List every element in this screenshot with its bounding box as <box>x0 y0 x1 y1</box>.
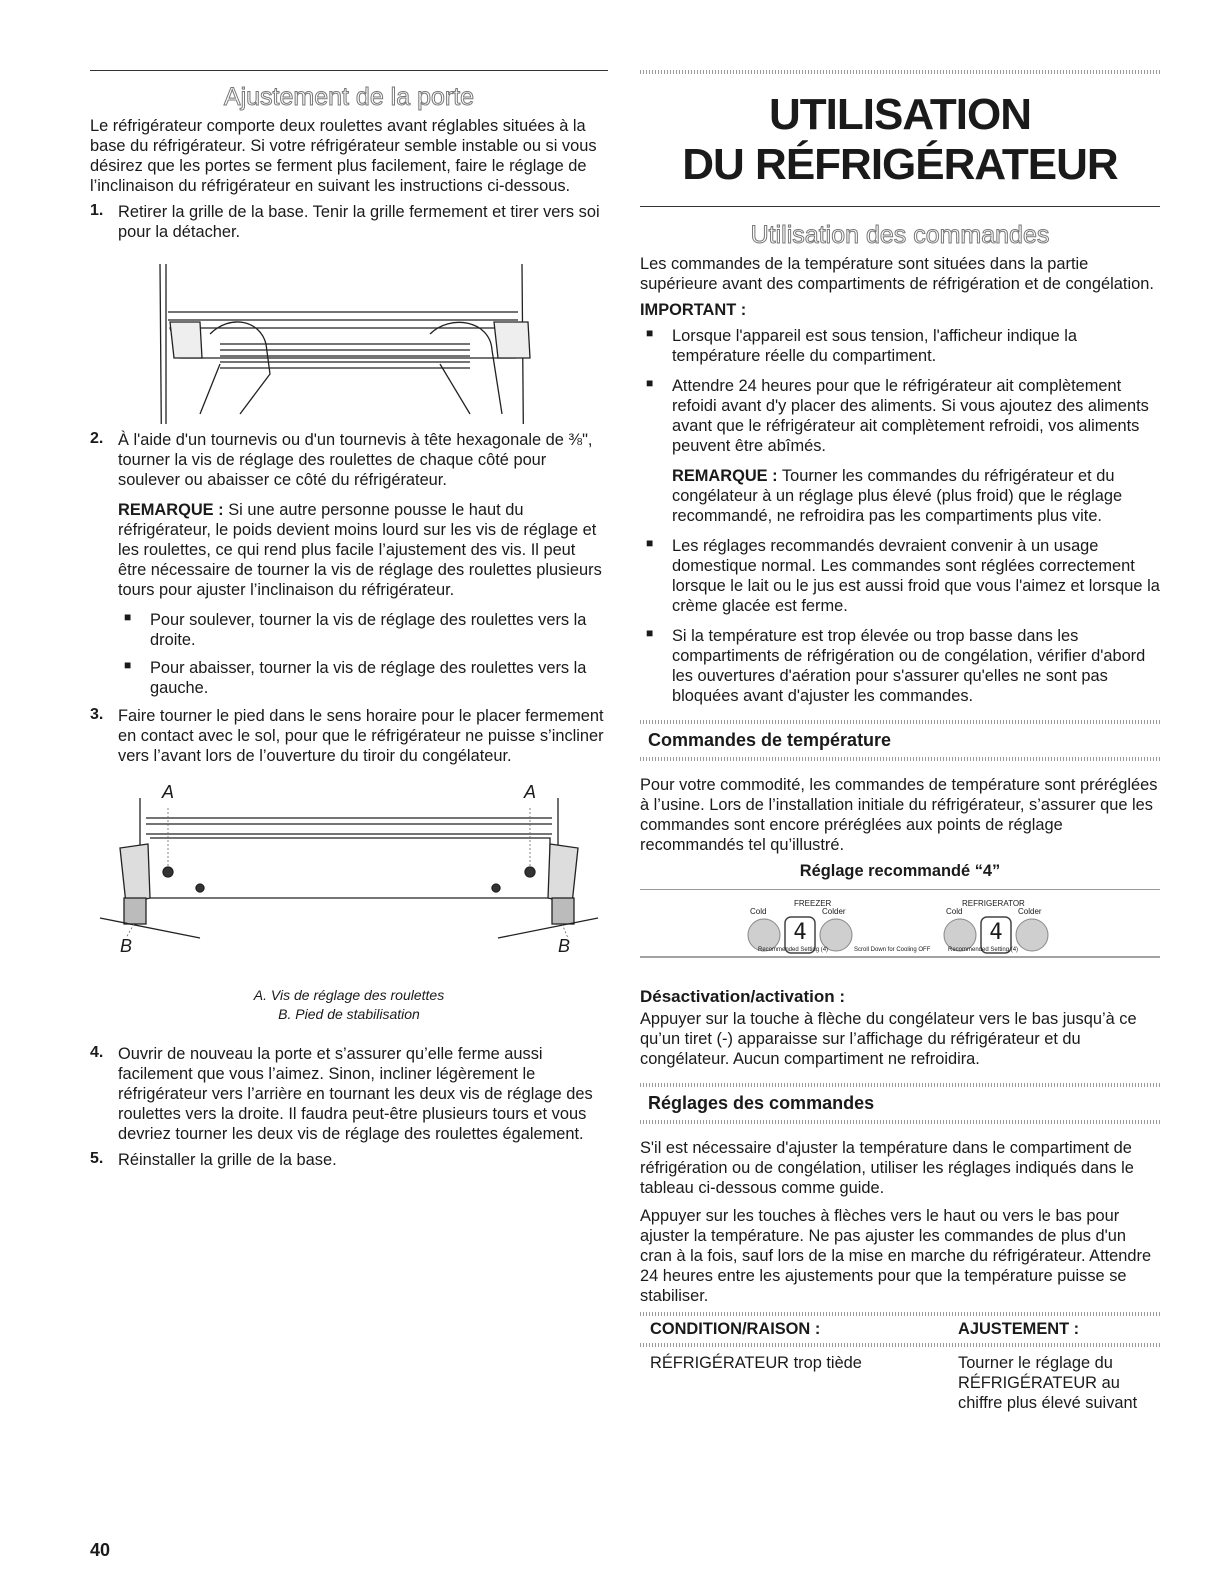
remarque-label: REMARQUE : <box>672 467 778 485</box>
step-number: 1. <box>90 202 104 219</box>
leveling-feet-illustration <box>90 782 608 958</box>
section-paragraph: Pour votre commodité, les commandes de température sont préréglées à l’usine. Lors de l’installation initiale du réfrigérateur, s’assurer que les commandes sont encore préréglées aux points de réglage recommandés tel qu’illustré. <box>640 776 1158 854</box>
reglage-title: Réglage recommandé “4” <box>799 862 1001 880</box>
label-a-right: A <box>524 782 537 802</box>
bullet-text: Attendre 24 heures pour que le réfrigérateur ait complètement refoidi avant d'y placer des aliments. Si vous ajoutez des aliments avant que le réfrigérateur ait complètement refroidi, vos aliments peuvent être abîmés. <box>672 377 1149 455</box>
step-text: À l'aide d'un tournevis ou d'un tournevis à tête hexagonale de ⅜", tourner la vis de réglage des roulettes de chaque côté pour soulever ou abaisser ce côté du réfrigérateur. <box>118 431 593 489</box>
bullet-text: Les réglages recommandés devraient convenir à un usage domestique normal. Les commandes sont réglées correctement lorsque le lait ou le jus est aussi froid que vous l'aimez et lorsque la crème glacée est ferme. <box>672 537 1160 615</box>
step-1 <box>90 202 608 242</box>
page-number: 40 <box>90 1540 111 1560</box>
label-b-right: B <box>558 936 571 956</box>
top-rule <box>90 70 608 71</box>
step-4 <box>90 1044 608 1144</box>
deactivation-text: Appuyer sur la touche à flèche du congélateur vers le bas jusqu’à ce qu’un tiret (-) apparaisse sur l’affichage du réfrigérateur et du congélateur. Aucun compartiment ne refroidira. <box>640 1010 1137 1068</box>
right-column <box>640 70 1160 1413</box>
bullet-item: ■ Pour abaisser, tourner la vis de réglage des roulettes vers la gauche. <box>118 658 608 698</box>
step-text: Réinstaller la grille de la base. <box>118 1151 337 1169</box>
step-text: Faire tourner le pied dans le sens horaire pour le placer fermement en contact avec le sol, pour que le réfrigérateur ne puisse s’incliner vers l’avant lors de l’ouverture du tiroir du congélateur. <box>118 707 604 765</box>
page-title-line1: UTILISATION <box>769 90 1031 139</box>
step-text: Ouvrir de nouveau la porte et s’assurer qu’elle ferme aussi facilement que vous l’aimez. Sinon, incliner légèrement le réfrigérateur vers l’arrière en tournant les deux vis de réglage des roulettes vers la droite. Il faudra peut-être plusieurs tours et vous devriez tourner les deux vis de réglage des roulettes également. <box>118 1045 593 1143</box>
remarque-label: REMARQUE : <box>118 501 224 519</box>
figure-caption <box>90 986 608 1024</box>
recommended-setting-right: Recommended Setting (4) <box>948 947 1019 953</box>
base-grille-illustration <box>90 254 608 424</box>
bullet-item: ■ Si la température est trop élevée ou trop basse dans les compartiments de réfrigération ou de congélation, vérifier d'abord les ouvertures d'aération pour s'assurer qu'elles ne sont pas bloquées avant d'ajuster les commandes. <box>640 626 1160 706</box>
bullet-text: Pour soulever, tourner la vis de réglage des roulettes vers la droite. <box>150 611 587 649</box>
scroll-down-note: Scroll Down for Cooling OFF <box>854 947 931 953</box>
freezer-colder: Colder <box>822 907 846 916</box>
refrigerator-up-button <box>1016 919 1048 951</box>
left-column <box>90 70 608 1170</box>
remarque-paragraph <box>118 500 608 600</box>
label-b-left: B <box>120 936 133 956</box>
step-number: 5. <box>90 1150 104 1167</box>
remarque-paragraph <box>672 466 1160 526</box>
freezer-label: FREEZER <box>794 899 832 908</box>
section-hatch-rule <box>640 757 1160 761</box>
table-col-condition: CONDITION/RAISON : <box>650 1320 821 1338</box>
table-cell-condition: RÉFRIGÉRATEUR trop tiède <box>650 1354 862 1372</box>
table-col-adjust: AJUSTEMENT : <box>958 1320 1080 1338</box>
section-paragraph: Appuyer sur les touches à flèches vers le haut ou vers le bas pour ajuster la température. Ne pas ajuster les commandes de plus d'un cran à la fois, sauf lors de la mise en marche du réfrigérateur. Attendre 24 heures entre les ajustements pour que la température puisse se stabiliser. <box>640 1207 1152 1305</box>
freezer-cold: Cold <box>750 907 767 916</box>
caption-b: B. Pied de stabilisation <box>278 1006 420 1022</box>
remarque-text: Si une autre personne pousse le haut du réfrigérateur, le poids devient moins lourd sur les vis de réglage et les roulettes, ce qui rend plus facile l’ajustement des vis. Il peut être nécessaire de tourner la vis de réglage des roulettes plusieurs tours pour ajuster l’inclinaison du réfrigérateur. <box>118 501 602 599</box>
section-title: Réglages des commandes <box>648 1093 875 1113</box>
deactivation-title: Désactivation/activation : <box>640 987 846 1006</box>
step-number: 4. <box>90 1044 104 1061</box>
step-number: 2. <box>90 430 104 447</box>
page-title-line2: DU RÉFRIGÉRATEUR <box>682 140 1118 189</box>
step-number: 3. <box>90 706 104 723</box>
caption-a: A. Vis de réglage des roulettes <box>253 987 445 1003</box>
step-5 <box>90 1150 608 1170</box>
step-text: Retirer la grille de la base. Tenir la grille fermement et tirer vers soi pour la détacher. <box>118 203 600 241</box>
refrigerator-digit: 4 <box>989 920 1003 945</box>
top-hatch-rule <box>640 70 1160 74</box>
section-hatch-rule <box>640 1120 1160 1124</box>
bullet-item: ■ Les réglages recommandés devraient convenir à un usage domestique normal. Les commandes sont réglées correctement lorsque le lait ou le jus est aussi froid que vous l'aimez et lorsque la crème glacée est ferme. <box>646 536 1160 615</box>
refrigerator-label: REFRIGERATOR <box>962 899 1025 908</box>
intro-paragraph: Le réfrigérateur comporte deux roulettes avant réglables situées à la base du réfrigérateur. Si votre réfrigérateur semble instable ou si vous désirez que les portes se ferment plus facilement, faire le réglage de l’inclinaison du réfrigérateur en suivant les instructions ci-dessous. <box>90 117 597 195</box>
table-header <box>640 1316 1160 1343</box>
section-paragraph: S'il est nécessaire d'ajuster la température dans le compartiment de réfrigération ou de congélation, utiliser les réglages indiqués dans le tableau ci-dessous comme guide. <box>640 1139 1134 1197</box>
step-2 <box>90 430 608 698</box>
recommended-setting-left: Recommended Setting (4) <box>758 947 829 953</box>
control-panel-illustration <box>640 889 1160 977</box>
freezer-digit: 4 <box>793 920 807 945</box>
table-cell-adjust: Tourner le réglage du RÉFRIGÉRATEUR au chiffre plus élevé suivant <box>958 1354 1138 1412</box>
section-title: Commandes de température <box>648 730 892 750</box>
section-heading: Ajustement de la porte <box>223 83 475 111</box>
leveling-feet-drawing <box>90 788 608 958</box>
important-label: IMPORTANT : <box>640 301 747 319</box>
bullet-item: ■ Pour soulever, tourner la vis de réglage des roulettes vers la droite. <box>118 610 608 650</box>
control-panel-drawing <box>640 915 1160 975</box>
bullet-text: Si la température est trop élevée ou trop basse dans les compartiments de réfrigération ou de congélation, vérifier d'abord les ouvertures d'aération pour s'assurer qu'elles ne sont pas bloquées avant d'ajuster les commandes. <box>672 627 1146 705</box>
remarque-text: Tourner les commandes du réfrigérateur et du congélateur à un réglage plus élevé (plus froid) que le réglage recommandé, ne refroidira pas les compartiments plus vite. <box>672 467 1123 525</box>
refrigerator-cold: Cold <box>946 907 963 916</box>
table-row <box>640 1347 1160 1413</box>
section-heading: Utilisation des commandes <box>750 221 1050 249</box>
refrigerator-colder: Colder <box>1018 907 1042 916</box>
label-a-left: A <box>162 782 175 802</box>
bullet-text: Pour abaisser, tourner la vis de réglage des roulettes vers la gauche. <box>150 659 587 697</box>
step-3 <box>90 706 608 766</box>
bullet-item: ■ Attendre 24 heures pour que le réfrigérateur ait complètement refoidi avant d'y placer des aliments. Si vous ajoutez des aliments avant que le réfrigérateur ait complètement refroidi, vos aliments peuvent être abîmés. REMARQUE : Tourner les commandes du réfrigérateur et du congélateur à un réglage plus élevé (plus froid) que le réglage recommandé, ne refroidira pas les compartiments plus vite. <box>640 376 1160 526</box>
title-rule <box>640 206 1160 207</box>
bullet-item: ■ Lorsque l'appareil est sous tension, l'afficheur indique la température réelle du compartiment. <box>640 326 1160 366</box>
intro-paragraph: Les commandes de la température sont situées dans la partie supérieure avant des compartiments de réfrigération et de congélation. <box>640 255 1154 293</box>
bullet-text: Lorsque l'appareil est sous tension, l'afficheur indique la température réelle du compartiment. <box>672 327 1078 365</box>
